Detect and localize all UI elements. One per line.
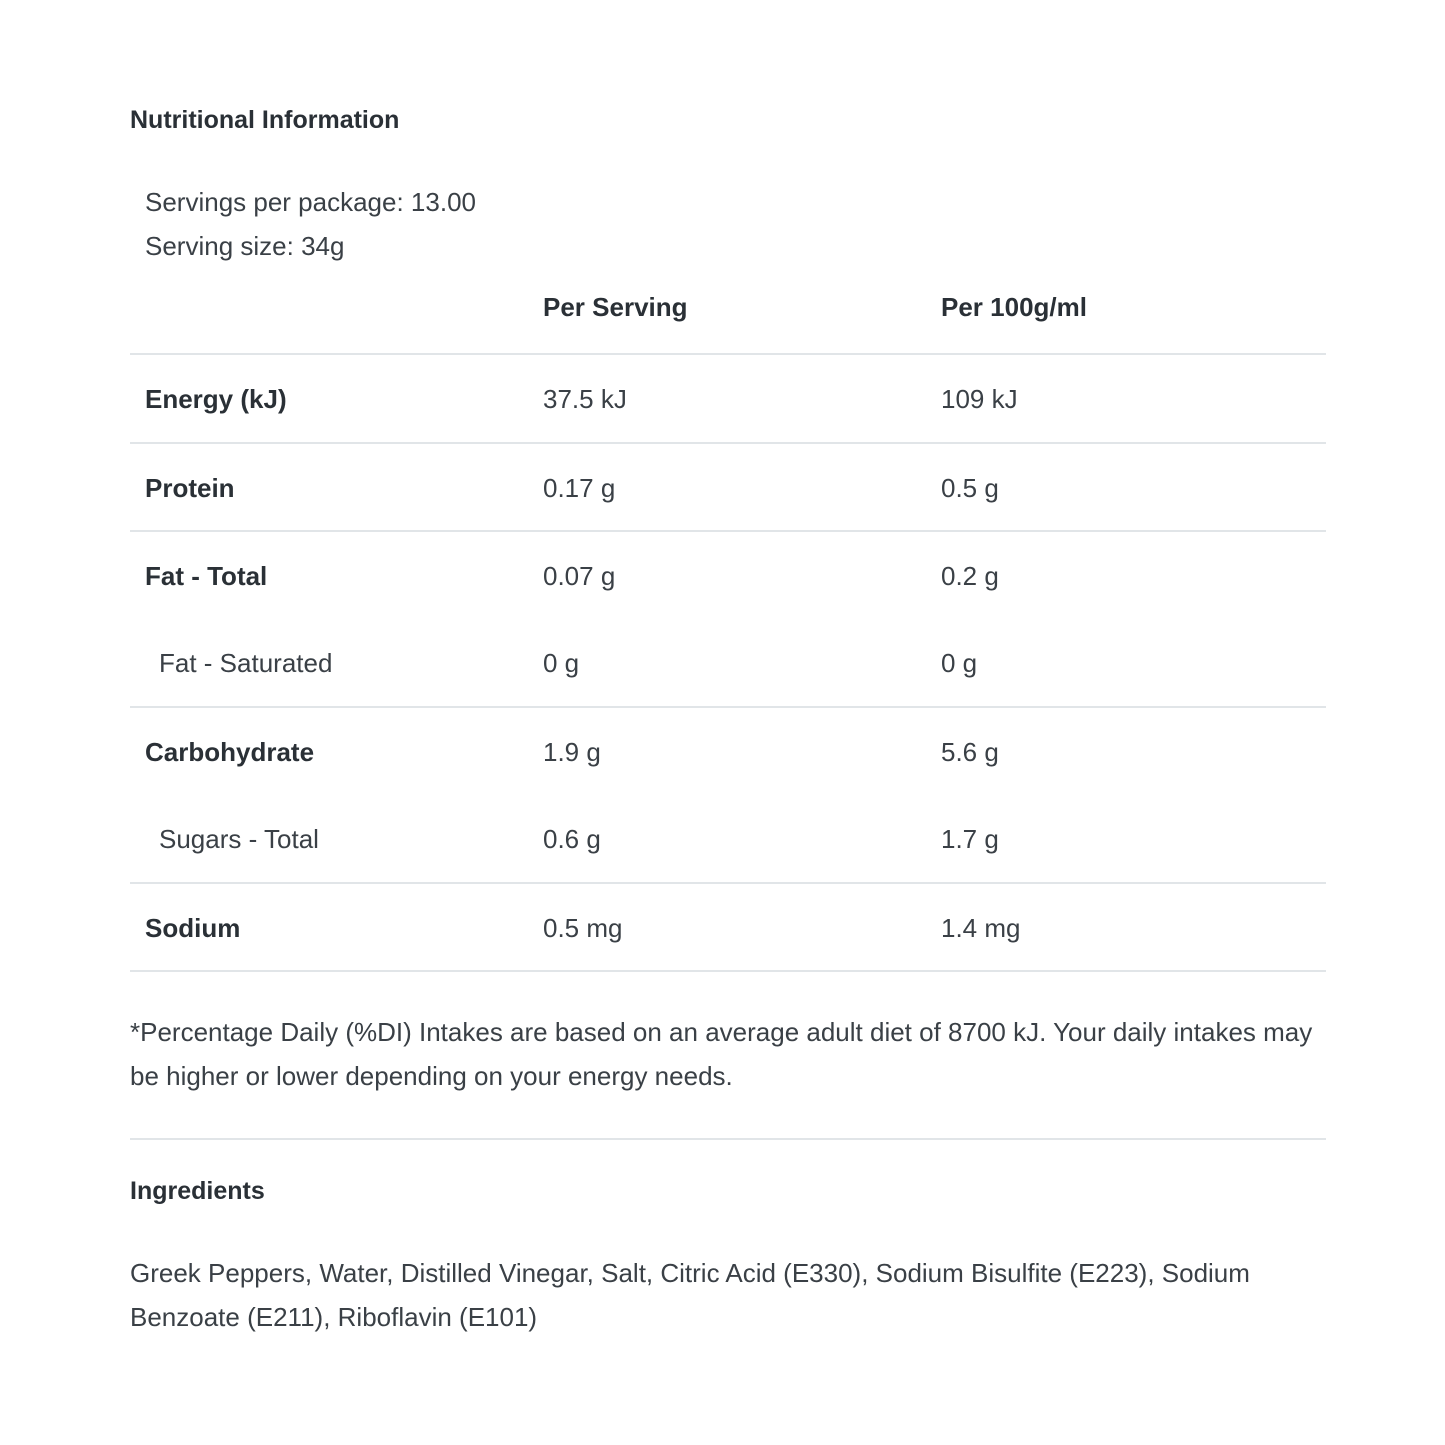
row-divider xyxy=(130,530,1326,532)
table-row xyxy=(130,353,1326,441)
column-header-per-serving: Per Serving xyxy=(543,292,688,322)
daily-intake-footnote: *Percentage Daily (%DI) Intakes are based on an average adult diet of 8700 kJ. Your daily intakes may be higher or lower depending on your energy needs. xyxy=(130,1017,1313,1091)
table-row xyxy=(130,530,1326,706)
per-serving-value: 0.07 g xyxy=(543,561,616,591)
per-serving-value: 37.5 kJ xyxy=(543,384,627,414)
row-divider xyxy=(130,353,1326,355)
per-100-value: 5.6 g xyxy=(941,737,999,767)
nutrient-label: Carbohydrate xyxy=(145,737,315,767)
nutrient-label: Fat - Total xyxy=(145,561,268,591)
per-100-value: 0.5 g xyxy=(941,473,999,503)
ingredients-title: Ingredients xyxy=(130,1177,265,1205)
per-100-value: 1.7 g xyxy=(941,824,999,854)
per-serving-value: 0.6 g xyxy=(543,824,601,854)
row-divider xyxy=(130,442,1326,444)
servings-per-package: Servings per package: 13.00 xyxy=(145,187,476,217)
per-100-value: 1.4 mg xyxy=(941,913,1021,943)
table-row xyxy=(130,442,1326,530)
table-row xyxy=(130,882,1326,970)
ingredients-list: Greek Peppers, Water, Distilled Vinegar, Salt, Citric Acid (E330), Sodium Bisulfite (E223), Sodium Benzoate (E211), Riboflavin (E101) xyxy=(130,1258,1250,1332)
nutrient-label: Protein xyxy=(145,473,235,503)
section-divider xyxy=(130,1138,1326,1140)
per-serving-value: 0 g xyxy=(543,648,580,678)
nutrient-sub-label: Sugars - Total xyxy=(159,824,319,854)
per-serving-value: 1.9 g xyxy=(543,737,601,767)
row-divider xyxy=(130,706,1326,708)
row-divider xyxy=(130,882,1326,884)
per-100-value: 109 kJ xyxy=(941,384,1018,414)
table-row xyxy=(130,706,1326,882)
nutrient-sub-label: Fat - Saturated xyxy=(159,648,333,678)
per-100-value: 0.2 g xyxy=(941,561,999,591)
serving-size: Serving size: 34g xyxy=(145,231,345,261)
nutrient-label: Energy (kJ) xyxy=(145,384,287,414)
nutrition-title: Nutritional Information xyxy=(130,106,400,134)
table-bottom-divider xyxy=(130,970,1326,972)
per-serving-value: 0.17 g xyxy=(543,473,616,503)
nutrient-label: Sodium xyxy=(145,913,241,943)
column-header-per-100: Per 100g/ml xyxy=(941,292,1087,322)
per-serving-value: 0.5 mg xyxy=(543,913,623,943)
per-100-value: 0 g xyxy=(941,648,978,678)
